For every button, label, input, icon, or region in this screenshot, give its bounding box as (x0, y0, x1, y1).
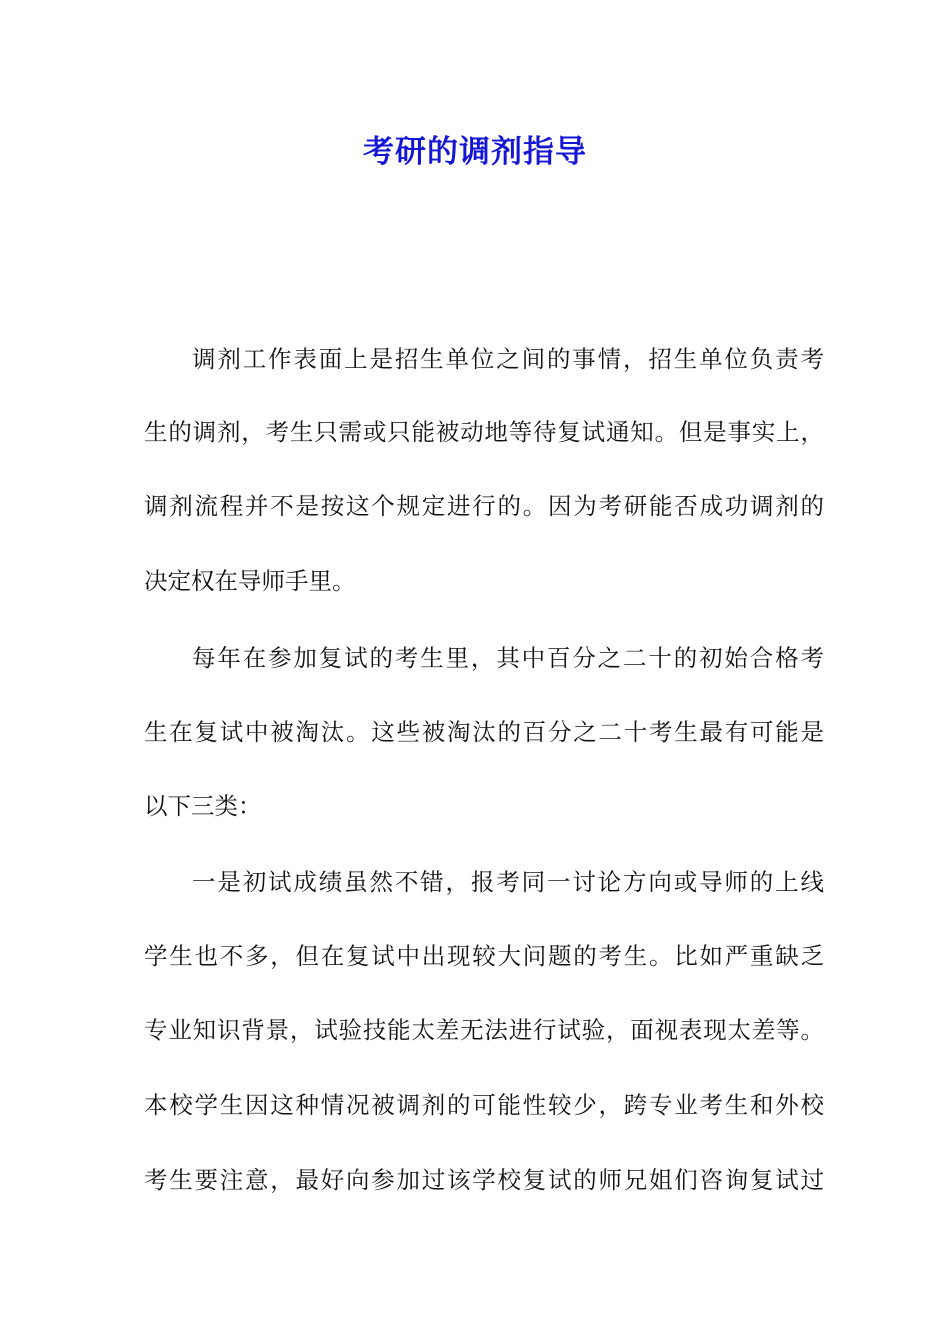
paragraph-3-line-2: 学生也不多，但在复试中出现较大问题的考生。比如严重缺乏 (144, 942, 824, 970)
paragraph-3-line-5: 考生要注意，最好向参加过该学校复试的师兄姐们咨询复试过 (144, 1166, 824, 1194)
paragraph-3-line-4: 本校学生因这种情况被调剂的可能性较少，跨专业考生和外校 (144, 1091, 824, 1119)
paragraph-1-line-3: 调剂流程并不是按这个规定进行的。因为考研能否成功调剂的 (144, 492, 824, 520)
document-title: 考研的调剂指导 (363, 134, 587, 170)
paragraph-2-line-1: 每年在参加复试的考生里，其中百分之二十的初始合格考 (192, 644, 824, 672)
paragraph-2-line-2: 生在复试中被淘汰。这些被淘汰的百分之二十考生最有可能是 (144, 718, 824, 746)
paragraph-1-line-2: 生的调剂，考生只需或只能被动地等待复试通知。但是事实上， (144, 418, 824, 446)
paragraph-1-line-4: 决定权在导师手里。 (144, 567, 356, 595)
paragraph-2-line-3: 以下三类： (144, 792, 262, 820)
paragraph-3-line-3: 专业知识背景，试验技能太差无法进行试验，面视表现太差等。 (144, 1016, 824, 1044)
paragraph-1-line-1: 调剂工作表面上是招生单位之间的事情，招生单位负责考 (192, 345, 824, 373)
paragraph-3-line-1: 一是初试成绩虽然不错，报考同一讨论方向或导师的上线 (192, 868, 824, 896)
